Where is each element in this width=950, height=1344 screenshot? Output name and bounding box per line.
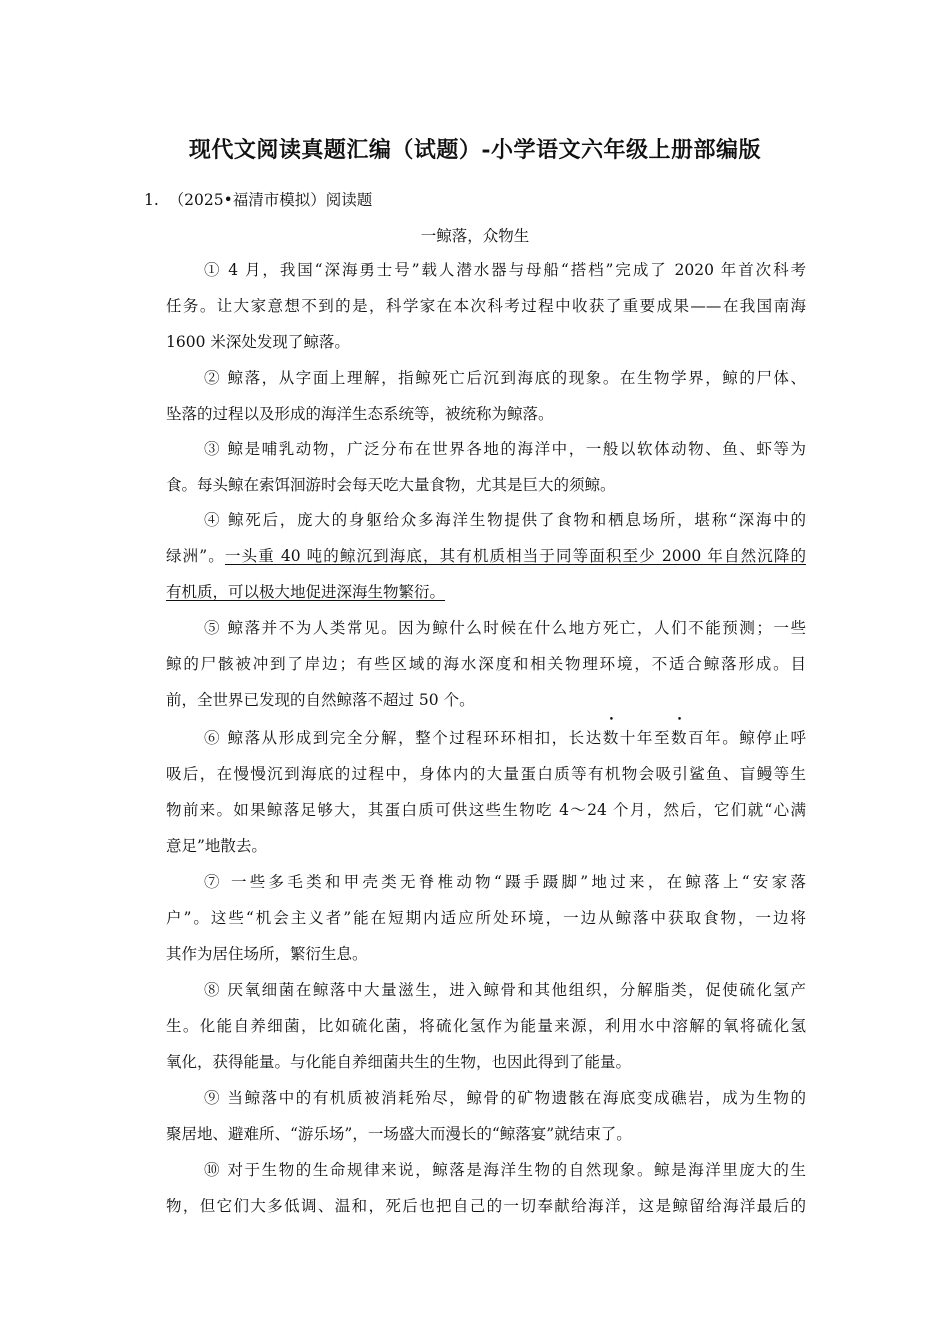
paragraph-8-line-1: ⑧ 厌氧细菌在鲸落中大量滋生，进入鲸骨和其他组织，分解脂类，促使硫化氢产: [204, 981, 806, 999]
paragraph-1-line-3: 1600 米深处发现了鲸落。: [166, 333, 350, 351]
paragraph-4-line-1: ④ 鲸死后，庞大的身躯给众多海洋生物提供了食物和栖息场所，堪称“深海中的: [204, 511, 806, 529]
paragraph-6-line-1-part-c: 百年。鲸停止呼: [688, 729, 806, 747]
paragraph-10-line-1: ⑩ 对于生物的生命规律来说，鲸落是海洋生物的自然现象。鲸是海洋里庞大的生: [204, 1161, 806, 1179]
paragraph-2-line-1: ② 鲸落，从字面上理解，指鲸死亡后沉到海底的现象。在生物学界，鲸的尸体、: [204, 369, 806, 387]
paragraph-6-line-1: [204, 726, 806, 748]
paragraph-10-line-2: 物，但它们大多低调、温和，死后也把自己的一切奉献给海洋，这是鲸留给海洋最后的: [166, 1197, 806, 1215]
question-source: （2025•福清市模拟）阅读题: [168, 191, 373, 209]
document-title: 现代文阅读真题汇编（试题）-小学语文六年级上册部编版: [188, 137, 762, 163]
emphasis-dotted-char: 数: [602, 729, 620, 747]
paragraph-3-line-2: 食。每头鲸在索饵洄游时会每天吃大量食物，尤其是巨大的须鲸。: [166, 476, 616, 494]
paragraph-4-line-2-prefix: 绿洲”。: [166, 547, 225, 565]
paragraph-6-line-2: 吸后，在慢慢沉到海底的过程中，身体内的大量蛋白质等有机物会吸引鲨鱼、盲鳗等生: [166, 765, 806, 783]
paragraph-3-line-1: ③ 鲸是哺乳动物，广泛分布在世界各地的海洋中，一般以软体动物、鱼、虾等为: [204, 440, 806, 458]
article-title: 一鲸落，众物生: [420, 227, 530, 245]
paragraph-9-line-2: 聚居地、避难所、“游乐场”，一场盛大而漫长的“鲸落宴”就结束了。: [166, 1125, 632, 1143]
paragraph-4-line-3: [166, 580, 806, 602]
paragraph-7-line-2: 户”。这些“机会主义者”能在短期内适应所处环境，一边从鲸落中获取食物，一边将: [166, 909, 806, 927]
paragraph-8-line-3: 氧化，获得能量。与化能自养细菌共生的生物，也因此得到了能量。: [166, 1053, 632, 1071]
paragraph-5-line-3: 前，全世界已发现的自然鲸落不超过 50 个。: [166, 691, 475, 709]
paragraph-9-line-1: ⑨ 当鲸落中的有机质被消耗殆尽，鲸骨的矿物遗骸在海底变成礁岩，成为生物的: [204, 1089, 806, 1107]
paragraph-6-line-1-part-b: 十年至: [619, 729, 672, 747]
paragraph-4-line-2: [166, 544, 806, 566]
paragraph-6-line-4: 意足”地散去。: [166, 837, 267, 855]
paragraph-2-line-2: 坠落的过程以及形成的海洋生态系统等，被统称为鲸落。: [166, 405, 554, 423]
question-number: 1.: [144, 191, 159, 209]
underlined-sentence-part-2: 有机质，可以极大地促进深海生物繁衍。: [166, 583, 446, 601]
paragraph-8-line-2: 生。化能自养细菌，比如硫化菌，将硫化氢作为能量来源，利用水中溶解的氧将硫化氢: [166, 1017, 806, 1035]
paragraph-7-line-1: ⑦ 一些多毛类和甲壳类无脊椎动物“蹑手蹑脚”地过来，在鲸落上“安家落: [204, 873, 806, 891]
emphasis-dotted-char: 数: [671, 729, 689, 747]
paragraph-1-line-1: ① 4 月，我国“深海勇士号”载人潜水器与母船“搭档”完成了 2020 年首次科考: [204, 261, 806, 279]
paragraph-5-line-2: 鲸的尸骸被冲到了岸边；有些区域的海水深度和相关物理环境，不适合鲸落形成。目: [166, 655, 806, 673]
paragraph-1-line-2: 任务。让大家意想不到的是，科学家在本次科考过程中收获了重要成果——在我国南海: [166, 297, 806, 315]
paragraph-6-line-3: 物前来。如果鲸落足够大，其蛋白质可供这些生物吃 4～24 个月，然后，它们就“心满: [166, 801, 806, 819]
paragraph-7-line-3: 其作为居住场所，繁衍生息。: [166, 945, 368, 963]
underlined-sentence-part-1: 一头重 40 吨的鲸沉到海底，其有机质相当于同等面积至少 2000 年自然沉降的: [224, 547, 806, 565]
paragraph-6-line-1-part-a: ⑥ 鲸落从形成到完全分解，整个过程环环相扣，长达: [204, 729, 603, 747]
question-header: [144, 188, 372, 210]
paragraph-5-line-1: ⑤ 鲸落并不为人类常见。因为鲸什么时候在什么地方死亡，人们不能预测；一些: [204, 619, 806, 637]
